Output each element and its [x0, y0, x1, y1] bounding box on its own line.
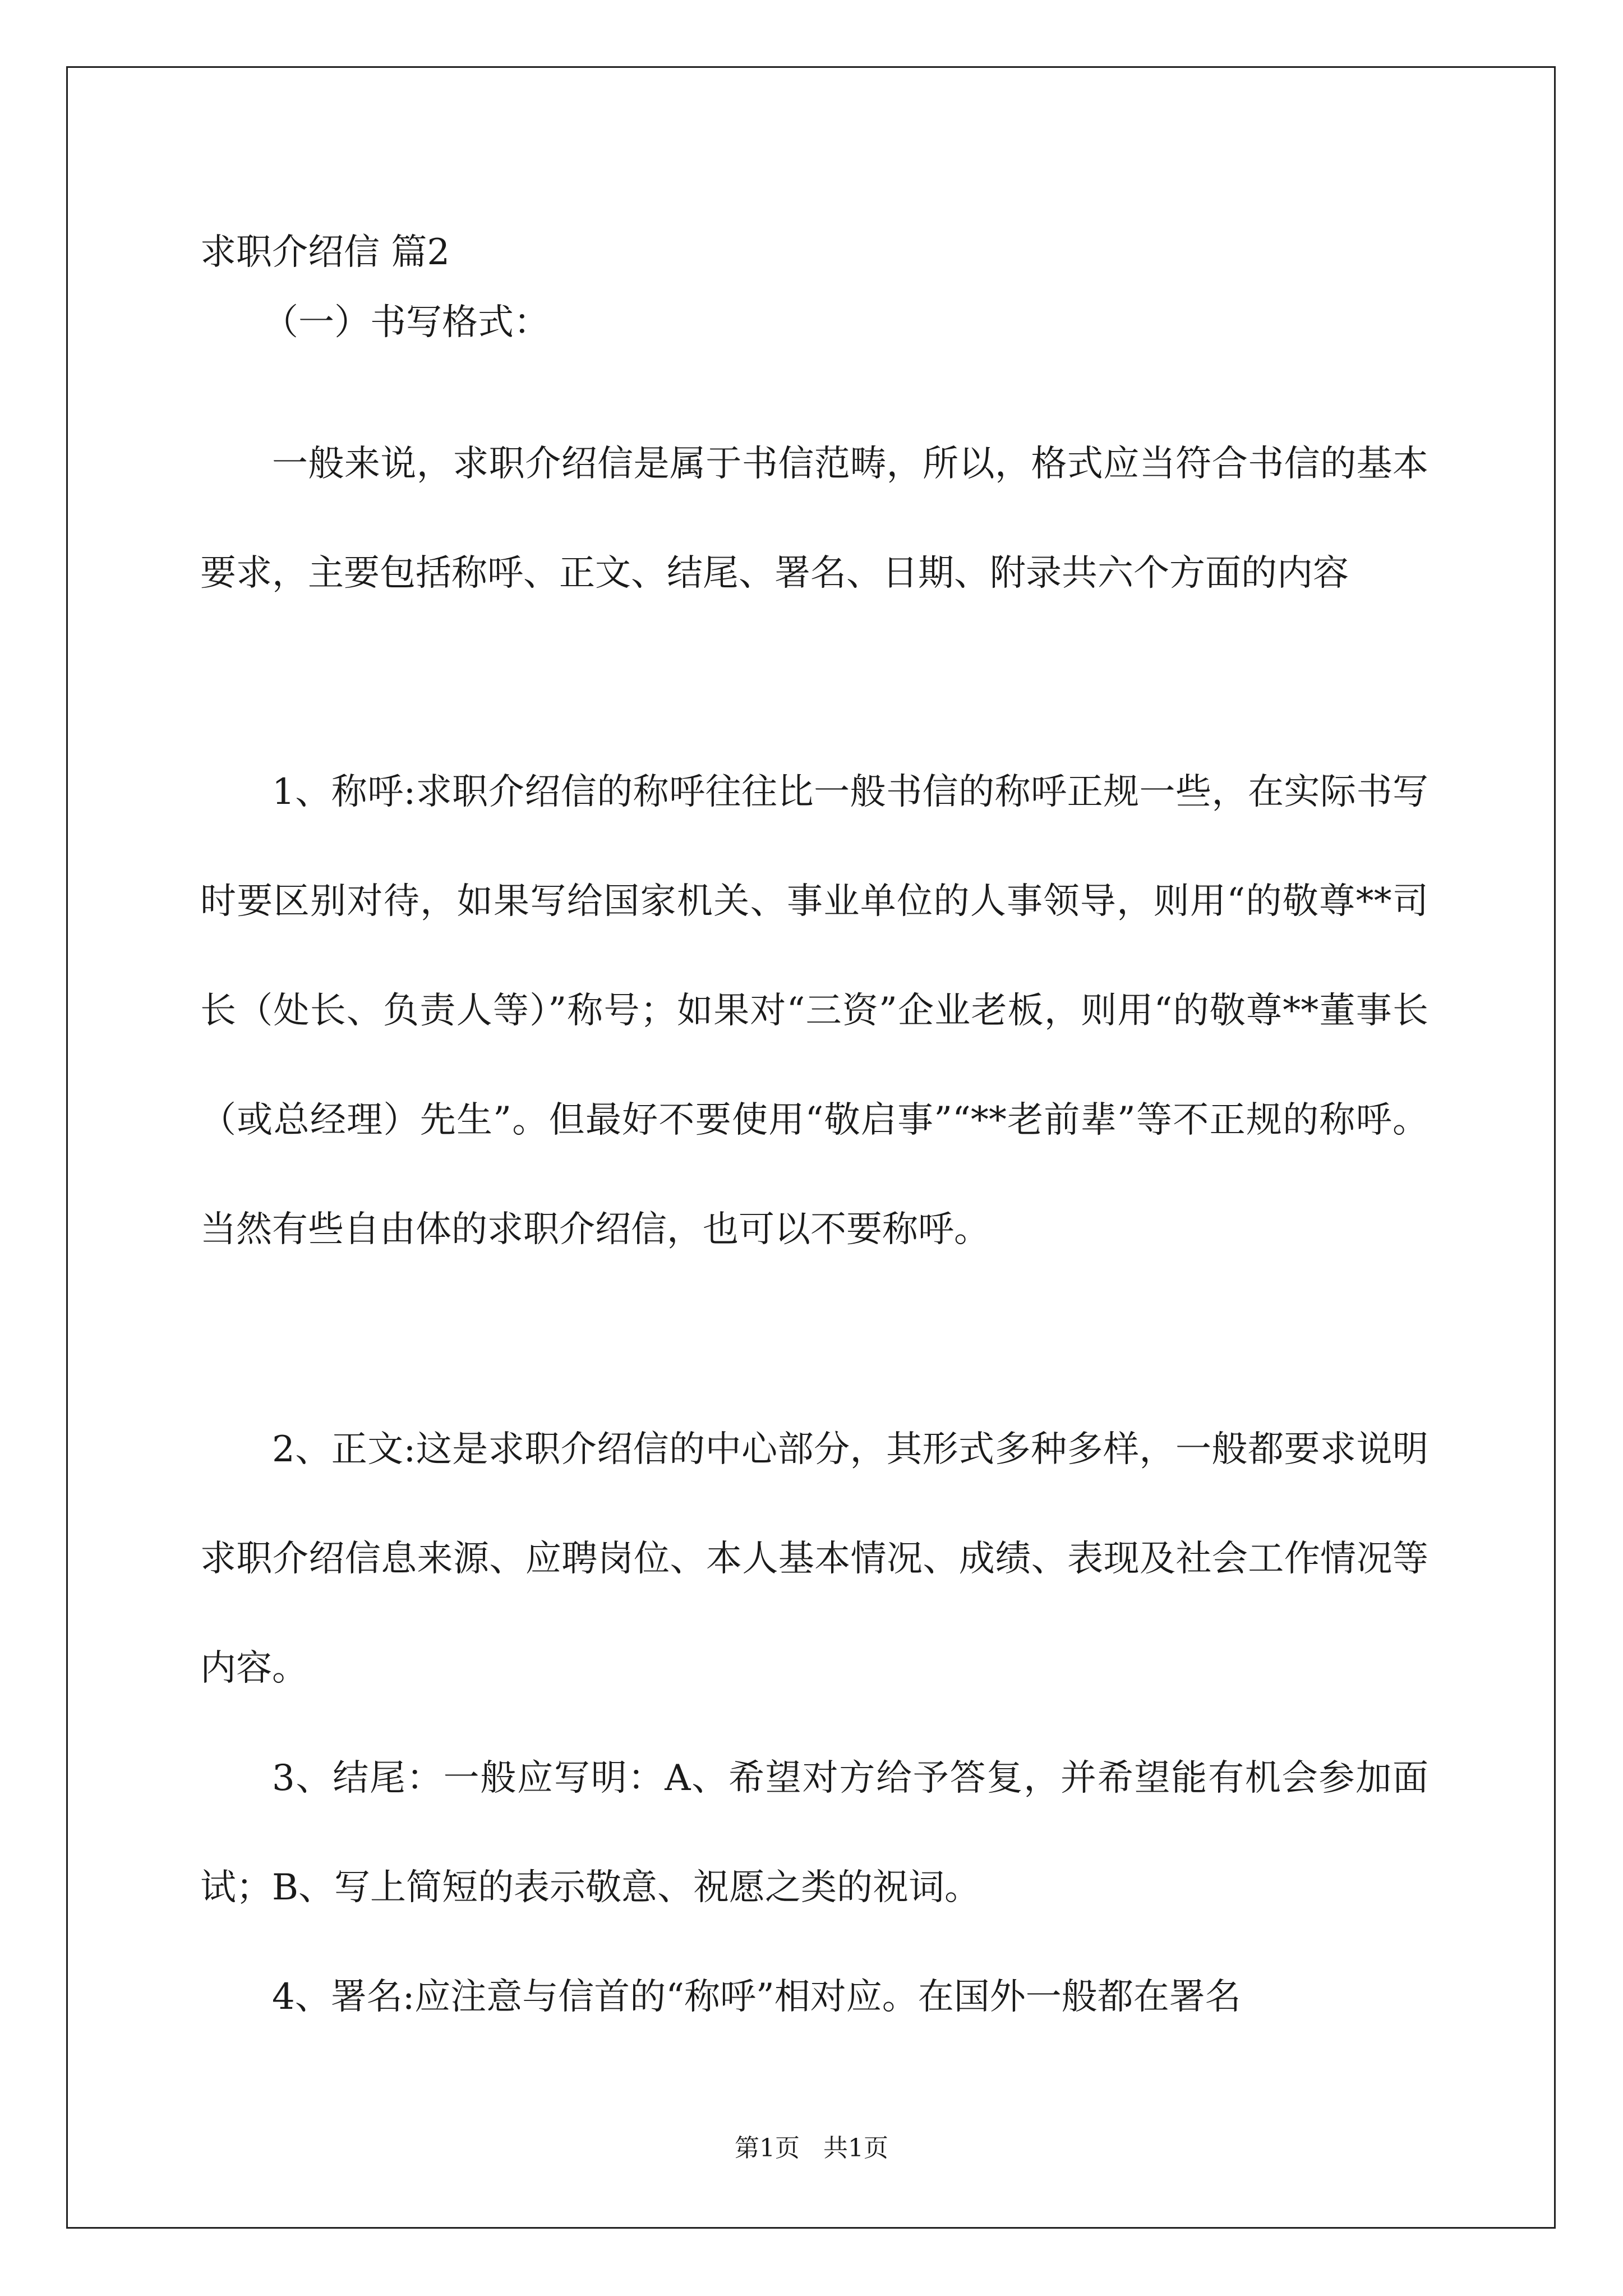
page-footer: 第1页 共1页 [735, 2134, 888, 2162]
document-title: 求职介绍信 篇2 [200, 232, 450, 273]
paragraph-intro: 一般来说，求职介绍信是属于书信范畴，所以，格式应当符合书信的基本要求，主要包括称呼、正文、结尾、署名、日期、附录共六个方面的内容 [200, 443, 1428, 594]
paragraph-salutation: 1、称呼:求职介绍信的称呼往往比一般书信的称呼正规一些，在实际书写时要区别对待，如果写给国家机关、事业单位的人事领导，则用“的敬尊**司长（处长、负责人等）”称号；如果对“三资”企业老板，则用“的敬尊**董事长（或总经理）先生”。但最好不要使用“敬启事”“**老前辈”等不正规的称呼。当然有些自由体的求职介绍信，也可以不要称呼。 [200, 771, 1428, 1250]
paragraph-signature: 4、署名:应注意与信首的“称呼”相对应。在国外一般都在署名 [272, 1976, 1241, 2018]
paragraph-body: 2、正文:这是求职介绍信的中心部分，其形式多种多样，一般都要求说明求职介绍信息来源、应聘岗位、本人基本情况、成绩、表现及社会工作情况等内容。 [200, 1429, 1428, 1689]
paragraph-closing: 3、结尾：一般应写明：A、希望对方给予答复，并希望能有机会参加面试；B、写上简短的表示敬意、祝愿之类的祝词。 [200, 1757, 1428, 1908]
section-heading: （一）书写格式： [262, 302, 550, 343]
